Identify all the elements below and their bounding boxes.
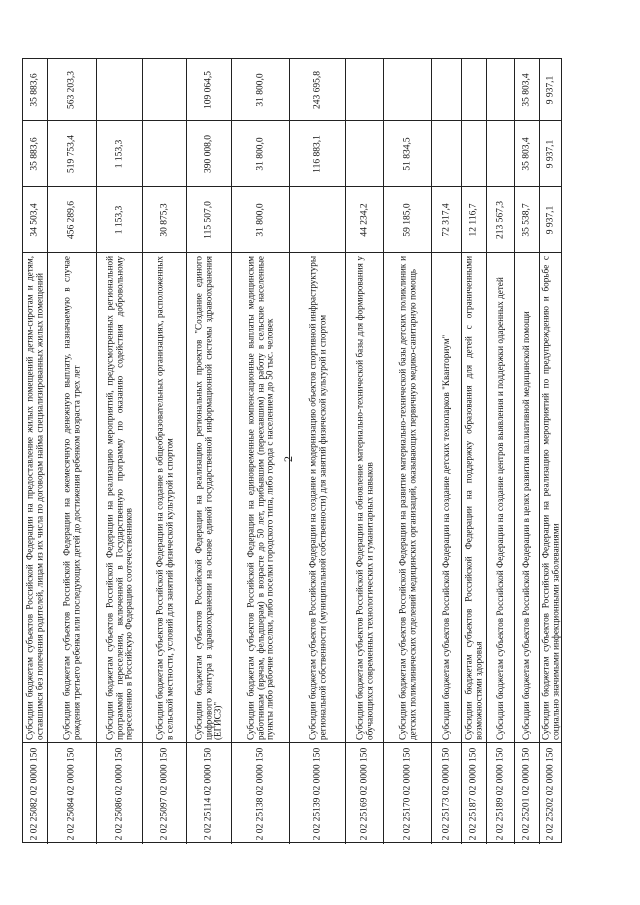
description-cell-text: Субсидии бюджетам субъектов Российской Федерации на реализацию мероприятий по предупреждению и борьбе с социально значимыми инфекционными заболеваниями [539,255,560,740]
value-year-2-cell-text: 35 803,4 [521,136,532,171]
value-year-2-cell [540,121,561,187]
value-year-1-cell-text: 1 153,3 [114,205,124,234]
description-cell [462,253,486,743]
value-year-2-cell [487,121,514,187]
value-year-1-cell-text: 31 800,0 [255,202,265,237]
value-year-3-cell [540,59,561,121]
value-year-2-cell [23,121,47,187]
value-year-3-cell [432,59,461,121]
value-year-2-cell [462,121,486,187]
table-row [142,59,186,844]
value-year-3-cell [187,59,231,121]
value-year-2-cell [232,121,289,187]
code-cell-text: 2 02 25169 02 0000 150 [359,747,369,840]
value-year-3-cell-text: 35 883,6 [29,72,40,107]
description-cell-text: Субсидии бюджетам субъектов Российской Федерации на реализацию мероприятий, предусмотренных региональной программой переселения, включенной в Государственную программу по оказанию содействия добровольному переселению в Российскую Федерацию соотечественников [104,255,134,740]
description-cell [515,253,539,743]
code-cell-text: 2 02 25201 02 0000 150 [521,747,532,840]
value-year-3-cell [143,59,186,121]
value-year-3-cell [48,59,96,121]
value-year-3-cell [487,59,514,121]
code-cell [187,743,231,844]
value-year-1-cell [487,187,514,253]
budget-table [22,58,562,843]
description-cell [487,253,514,743]
value-year-2-cell [290,121,345,187]
value-year-1-cell-text: 72 317,4 [441,202,451,237]
value-year-3-cell [462,59,486,121]
code-cell-text: 2 02 25202 02 0000 150 [545,747,555,840]
value-year-1-cell [290,187,345,253]
table-row [23,59,47,844]
table-row [514,59,539,844]
table-row [486,59,514,844]
value-year-3-cell-text: 563 203,3 [66,70,77,109]
description-cell [346,253,383,743]
table-row [289,59,345,844]
description-cell [97,253,142,743]
description-cell [540,253,561,743]
code-cell [232,743,289,844]
value-year-3-cell [232,59,289,121]
value-year-1-cell [432,187,461,253]
table-row [231,59,289,844]
value-year-1-cell [462,187,486,253]
value-year-3-cell [515,59,539,121]
code-cell [346,743,383,844]
value-year-3-cell [346,59,383,121]
value-year-2-cell-text: 31 800,0 [255,136,265,171]
value-year-2-cell [432,121,461,187]
table-row [431,59,461,844]
description-cell-text: Субсидии бюджетам субъектов Российской Федерации на создание центров выявления и поддержки одаренных детей [494,276,505,740]
code-cell [290,743,345,844]
code-cell [48,743,96,844]
code-cell [487,743,514,844]
value-year-2-cell [97,121,142,187]
value-year-2-cell [187,121,231,187]
code-cell [97,743,142,844]
value-year-3-cell-text: 109 064,5 [203,70,214,109]
value-year-1-cell-text: 12 116,7 [468,203,479,236]
table-row [461,59,486,844]
value-year-2-cell [515,121,539,187]
code-cell [515,743,539,844]
code-cell-text: 2 02 25097 02 0000 150 [159,747,169,840]
value-year-3-cell-text: 35 803,4 [521,72,532,107]
value-year-3-cell-text: 243 695,8 [312,70,322,109]
description-cell [432,253,461,743]
description-cell-text: Субсидии бюджетам субъектов Российской Федерации на создание и модернизацию объектов спортивной инфраструктуры региональной собственности (муниципальной собственности) для занятий физической культурой и спортом [306,255,327,740]
value-year-1-cell [48,187,96,253]
code-cell-text: 2 02 25114 02 0000 150 [203,747,214,840]
description-cell-text: Субсидии бюджетам субъектов Российской Федерации на создание детских технопарков "Кванториум" [440,334,451,740]
value-year-2-cell [384,121,431,187]
value-year-2-cell-text: 35 883,6 [29,136,40,171]
code-cell-text: 2 02 25086 02 0000 150 [114,747,124,840]
value-year-1-cell-text: 115 507,0 [203,200,214,239]
description-cell [23,253,47,743]
value-year-1-cell-text: 30 875,3 [159,202,169,237]
page-number: 2 [281,456,295,462]
value-year-2-cell-text: 9 937,1 [545,139,555,168]
value-year-3-cell-text: 31 800,0 [255,72,265,107]
table-row [96,59,142,844]
code-cell-text: 2 02 25170 02 0000 150 [402,747,412,840]
description-cell [48,253,96,743]
value-year-1-cell [187,187,231,253]
value-year-3-cell [290,59,345,121]
value-year-3-cell [23,59,47,121]
description-cell-text: Субсидии бюджетам субъектов Российской Федерации в целях развития паллиативной медицинской помощи [521,310,532,740]
description-cell-text: Субсидии бюджетам субъектов Российской Федерации на ежемесячную денежную выплату, назначаемую в случае рождения третьего ребенка или последующих детей до достижения ребенком возраста трех лет [61,255,81,740]
value-year-1-cell-text: 34 503,4 [29,202,40,237]
value-year-2-cell-text: 51 834,5 [402,136,412,171]
value-year-2-cell-text: 519 753,4 [66,134,77,173]
value-year-1-cell-text: 59 185,0 [402,202,412,237]
value-year-1-cell [515,187,539,253]
code-cell [143,743,186,844]
table-row [539,59,561,844]
description-cell-text: Субсидии бюджетам субъектов Российской Федерации на обновление материально-технической базы для формирования у обучающихся современных технологических и гуманитарных навыков [353,255,374,740]
code-cell-text: 2 02 25173 02 0000 150 [441,747,451,840]
code-cell-text: 2 02 25187 02 0000 150 [468,747,479,840]
code-cell-text: 2 02 25138 02 0000 150 [255,747,265,840]
description-cell-text: Субсидии бюджетам субъектов Российской Федерации на поддержку образования для детей с ограниченными возможностями здоровья [463,255,483,740]
code-cell [462,743,486,844]
code-cell [432,743,461,844]
value-year-3-cell [97,59,142,121]
value-year-2-cell [143,121,186,187]
value-year-1-cell [346,187,383,253]
value-year-2-cell [48,121,96,187]
description-cell-text: Субсидии бюджетам субъектов Российской Федерации на развитие материально-технической базы детских поликлиник и детских поликлинических отделений медицинских организаций, оказывающих первичную медико-санитарную помощь [396,255,417,740]
value-year-1-cell-text: 456 289,6 [66,200,77,239]
value-year-1-cell [232,187,289,253]
code-cell-text: 2 02 25082 02 0000 150 [29,747,40,840]
value-year-2-cell [346,121,383,187]
value-year-1-cell-text: 35 538,7 [521,202,532,237]
value-year-2-cell-text: 390 008,0 [203,134,214,173]
description-cell [143,253,186,743]
value-year-1-cell [384,187,431,253]
table-row [47,59,96,844]
value-year-1-cell [23,187,47,253]
description-cell [290,253,345,743]
value-year-1-cell [540,187,561,253]
value-year-1-cell [143,187,186,253]
description-cell-text: Субсидии бюджетам субъектов Российской Федерации на реализацию региональных проектов "Создание единого цифрового контура в здравоохранении на основе единой государственной информационной системы здравоохранения (ЕГИСЗ)" [193,255,223,740]
value-year-1-cell [97,187,142,253]
code-cell [384,743,431,844]
code-cell [540,743,561,844]
value-year-3-cell-text: 9 937,1 [545,75,555,104]
value-year-1-cell-text: 44 234,2 [359,202,369,237]
value-year-1-cell-text: 213 567,3 [495,200,505,239]
table-row [383,59,431,844]
description-cell-text: Субсидии бюджетам субъектов Российской Федерации на создание в общеобразовательных организациях, расположенных в сельской местности, условий для занятий физической культурой и спортом [153,255,174,740]
code-cell-text: 2 02 25084 02 0000 150 [66,747,77,840]
code-cell-text: 2 02 25139 02 0000 150 [312,747,322,840]
value-year-2-cell-text: 116 883,1 [312,134,322,173]
value-year-2-cell-text: 1 153,3 [114,139,124,168]
description-cell-text: Субсидии бюджетам субъектов Российской Федерации на единовременные компенсационные выплаты медицинским работникам (врачам, фельдшерам) в возрасте до 50 лет, прибывшим (переехавшим) на работу в сельские населенные пункты либо рабочие поселки, либо поселки городского типа, либо города с населением до 50 тыс. человек [245,255,275,740]
table-row [186,59,231,844]
description-cell-text: Субсидии бюджетам субъектов Российской Федерации на предоставление жилых помещений детям-сиротам и детям, оставшимся без попечения родителей, лицам из их числа по договорам найма специализированных жилых помещений [24,255,44,740]
value-year-1-cell-text: 9 937,1 [545,205,555,234]
value-year-3-cell [384,59,431,121]
description-cell [384,253,431,743]
description-cell [187,253,231,743]
table-row [345,59,383,844]
code-cell-text: 2 02 25189 02 0000 150 [495,747,505,840]
description-cell [232,253,289,743]
code-cell [23,743,47,844]
